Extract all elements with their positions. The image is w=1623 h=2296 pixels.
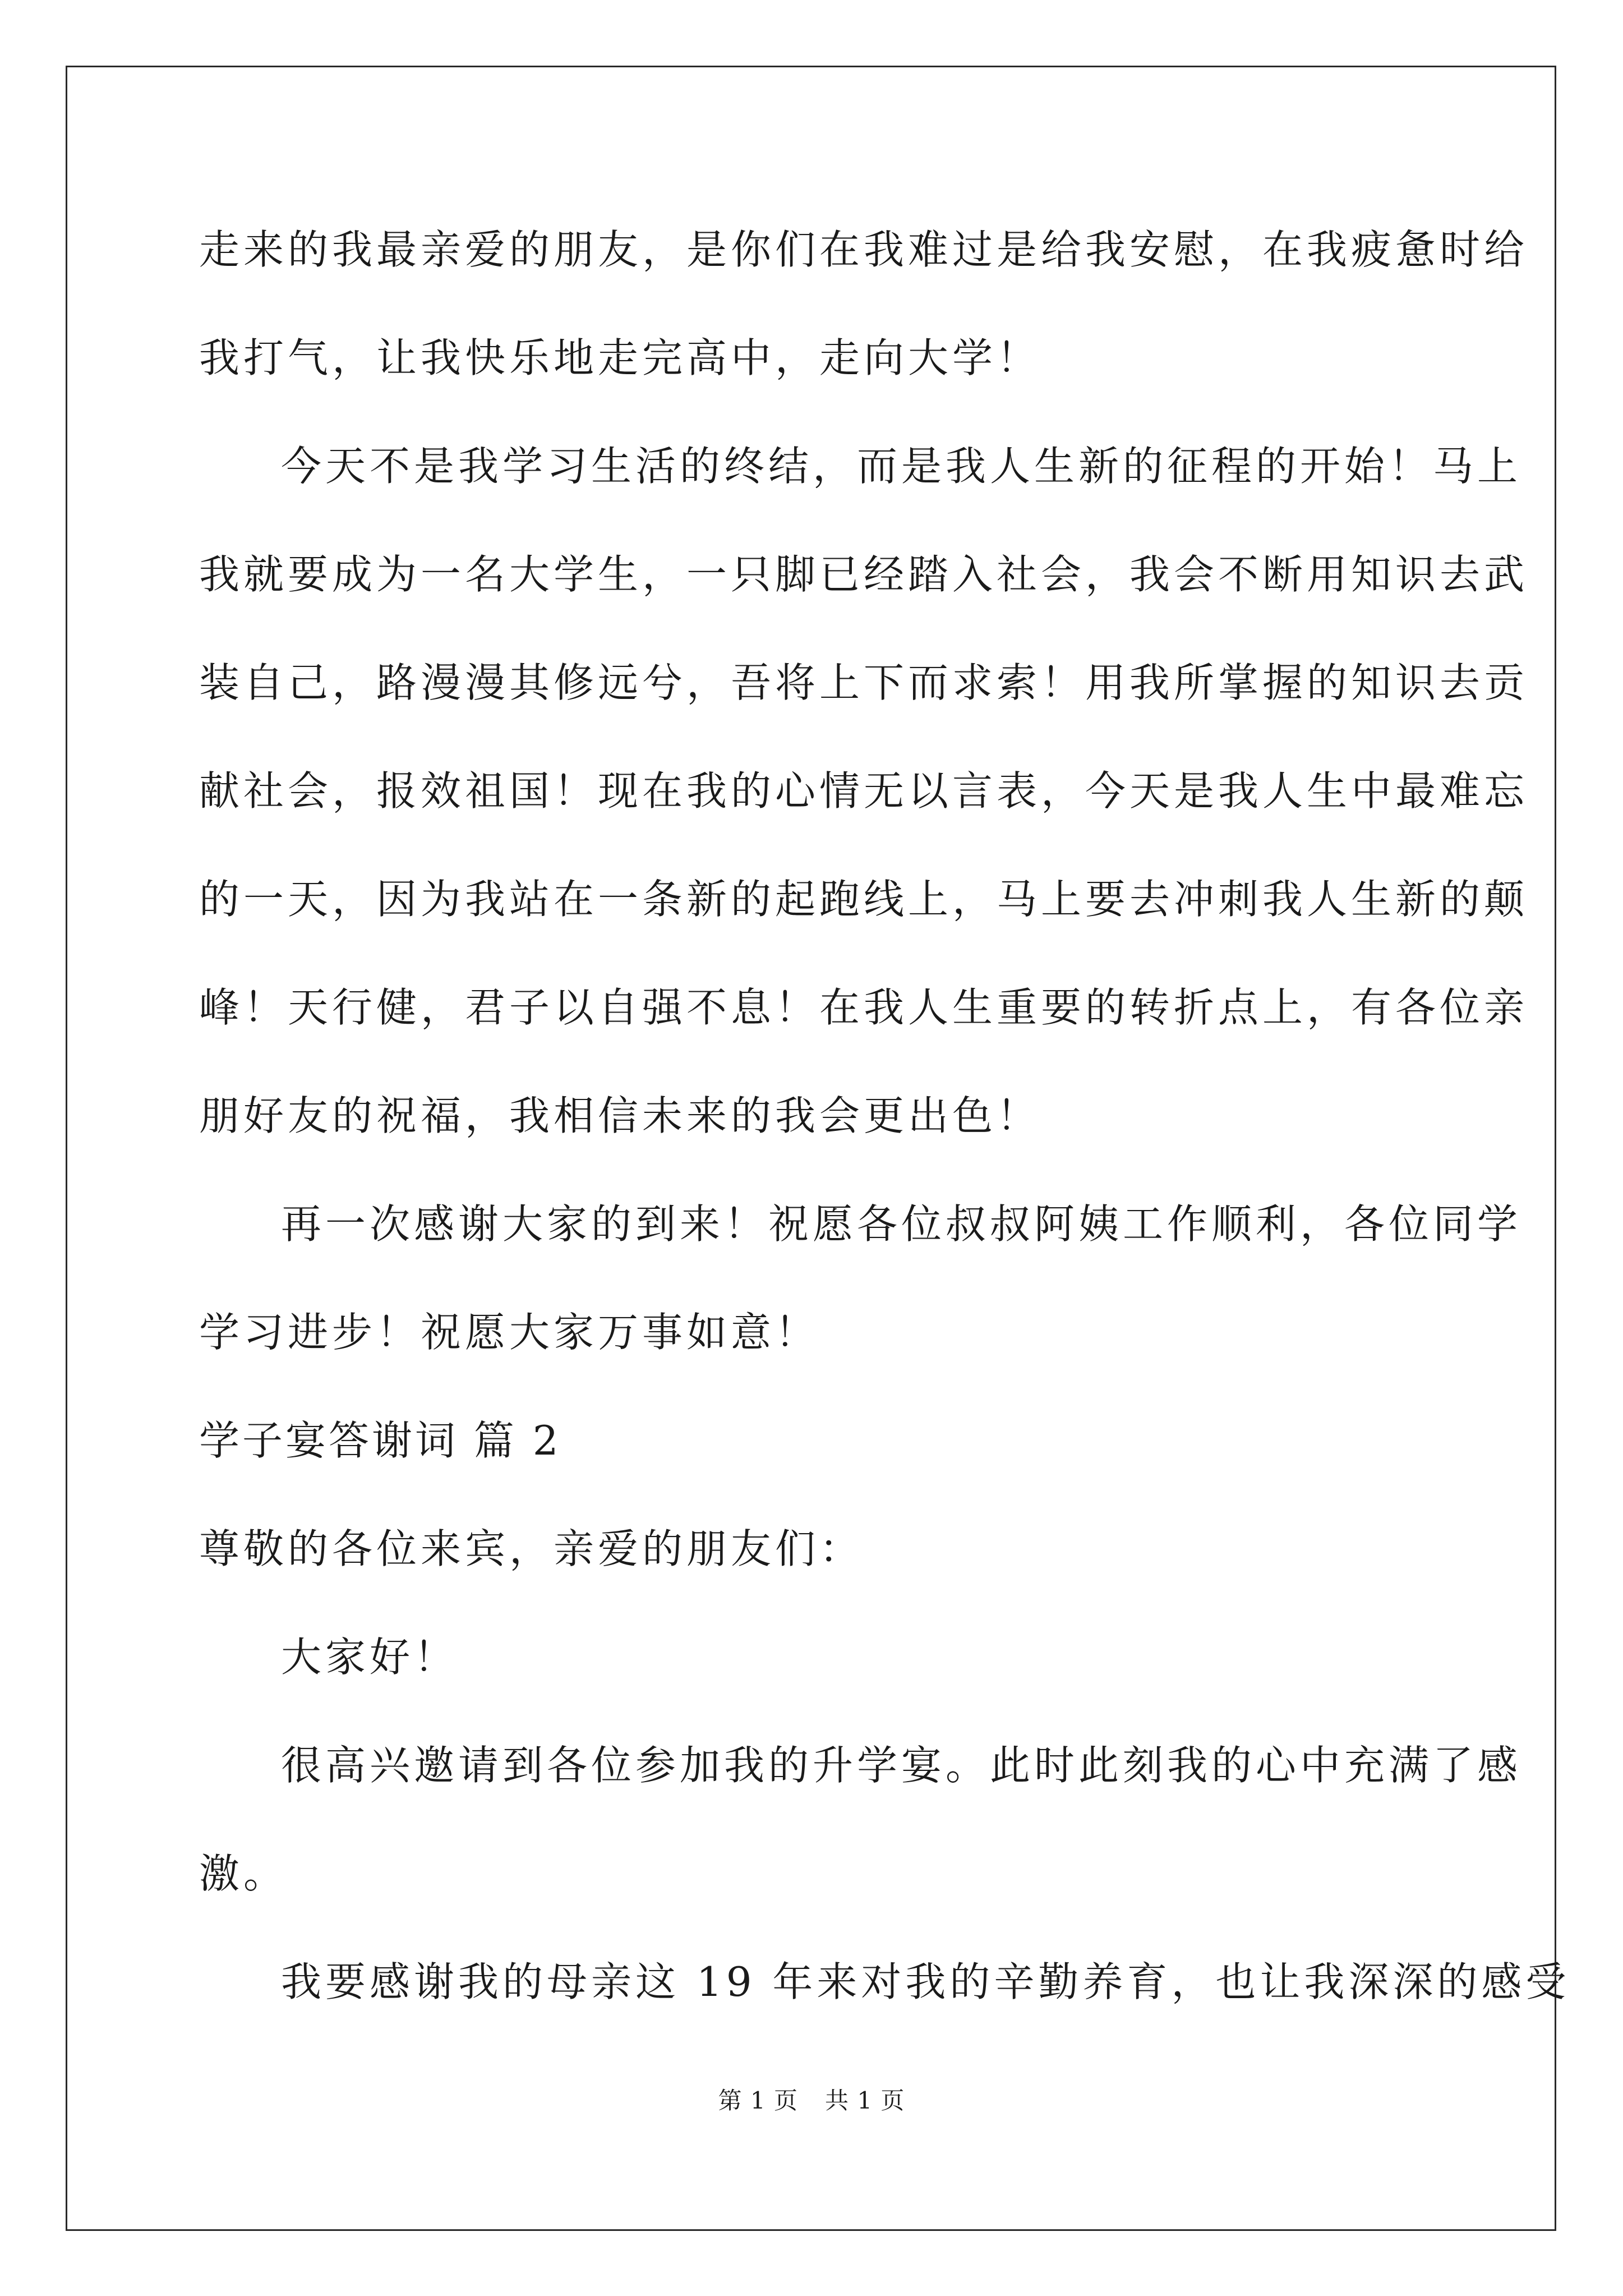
text-line: 装自己，路漫漫其修远兮，吾将上下而求索！用我所掌握的知识去贡 [199,659,1529,706]
text-line: 朋好友的祝福，我相信未来的我会更出色！ [199,1092,1041,1139]
section-heading: 学子宴答谢词 篇 2 [199,1417,561,1464]
text-line: 走来的我最亲爱的朋友，是你们在我难过是给我安慰，在我疲惫时给 [199,226,1529,273]
text-line: 献社会，报效祖国！现在我的心情无以言表，今天是我人生中最难忘 [199,767,1529,815]
salutation: 尊敬的各位来宾，亲爱的朋友们： [199,1525,864,1572]
paragraph-start: 很高兴邀请到各位参加我的升学宴。此时此刻我的心中充满了感 [281,1742,1522,1789]
greeting: 大家好！ [281,1634,459,1681]
page-footer [0,2084,1623,2118]
paragraph-start: 我要感谢我的母亲这 19 年来对我的辛勤养育，也让我深深的感受 [281,1958,1570,2005]
page-number-total: 共 1 页 [825,2087,905,2114]
paragraph-start: 今天不是我学习生活的终结，而是我人生新的征程的开始！马上 [281,443,1522,490]
text-line: 学习进步！祝愿大家万事如意！ [199,1309,820,1356]
text-line: 的一天，因为我站在一条新的起跑线上，马上要去冲刺我人生新的颠 [199,876,1529,923]
text-line: 我就要成为一名大学生，一只脚已经踏入社会，我会不断用知识去武 [199,551,1529,598]
page-number-current: 第 1 页 [718,2087,798,2114]
text-line: 峰！天行健，君子以自强不息！在我人生重要的转折点上，有各位亲 [199,984,1529,1031]
document-body [199,208,1570,2048]
paragraph-start: 再一次感谢大家的到来！祝愿各位叔叔阿姨工作顺利，各位同学 [281,1200,1522,1248]
text-line: 激。 [199,1850,288,1897]
text-line: 我打气，让我快乐地走完高中，走向大学！ [199,334,1041,381]
